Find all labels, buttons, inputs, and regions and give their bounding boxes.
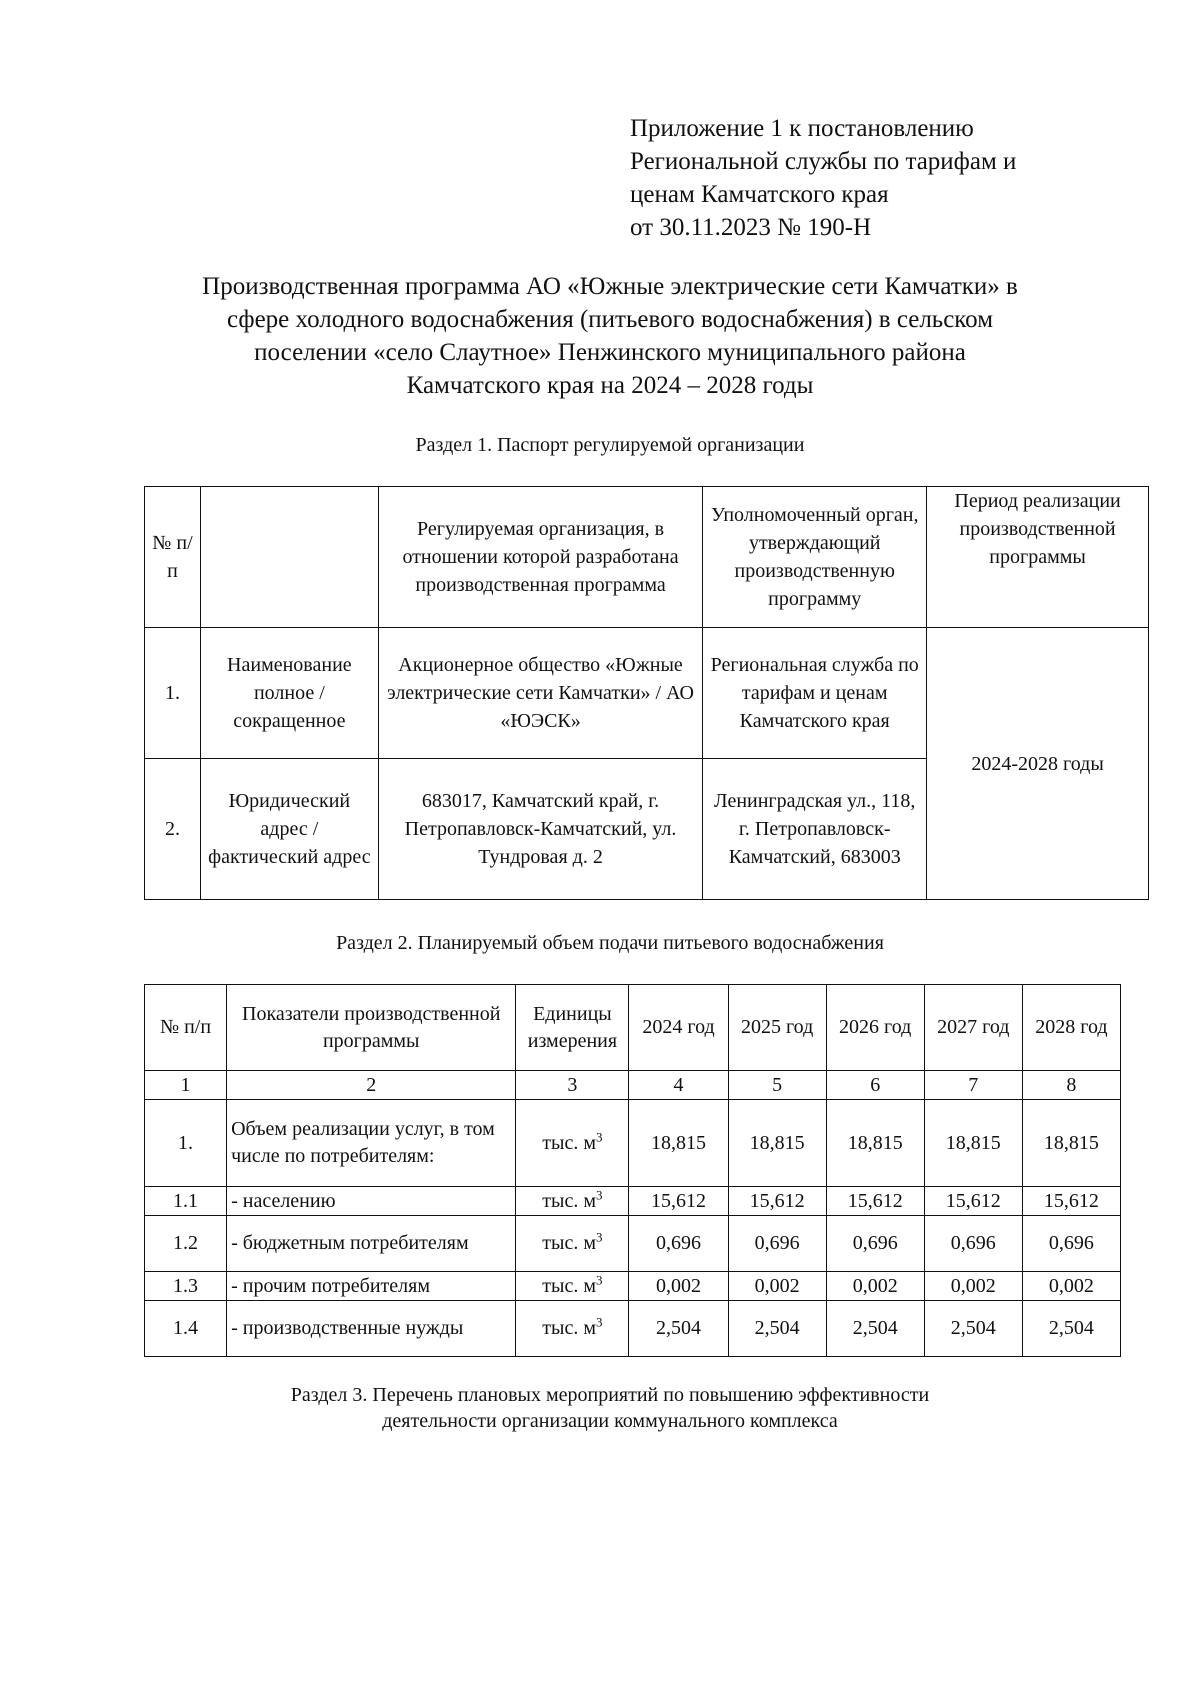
unit-text: тыс. м — [542, 1317, 597, 1339]
row-value: 18,815 — [728, 1100, 826, 1187]
title-line: поселении «село Слаутное» Пенжинского муниципального района — [254, 339, 966, 366]
row-value: 0,002 — [728, 1272, 826, 1301]
column-number-row — [145, 1071, 1121, 1100]
row-indicator: - производственные нужды — [227, 1301, 516, 1357]
unit-superscript: 3 — [596, 1229, 603, 1245]
header-year: 2026 год — [826, 985, 924, 1071]
col-number: 5 — [728, 1071, 826, 1100]
row-value: 2,504 — [1022, 1301, 1120, 1357]
row-value: 15,612 — [1022, 1187, 1120, 1216]
header-empty — [200, 487, 378, 628]
appendix-line: Региональной службы по тарифам и — [630, 148, 1017, 175]
row-org: Акционерное общество «Южные электрические сети Камчатки» / АО «ЮЭСК» — [378, 628, 703, 759]
unit-text: тыс. м — [542, 1189, 597, 1212]
row-value: 0,002 — [826, 1272, 924, 1301]
row-num: 2. — [145, 759, 201, 900]
table-row — [145, 1216, 1121, 1272]
volume-header-row — [145, 985, 1121, 1071]
row-value: 0,696 — [826, 1216, 924, 1272]
section3-title-line: Раздел 3. Перечень плановых мероприятий по повышению эффективности — [290, 1384, 930, 1406]
unit-superscript: 3 — [596, 1314, 603, 1330]
passport-header-row — [145, 487, 1149, 628]
document-title — [130, 270, 1090, 402]
row-num: 1. — [145, 628, 201, 759]
appendix-line: от 30.11.2023 № 190-Н — [630, 214, 872, 241]
title-line: Производственная программа АО «Южные электрические сети Камчатки» в — [202, 273, 1018, 300]
col-number: 7 — [924, 1071, 1022, 1100]
row-value: 0,696 — [924, 1216, 1022, 1272]
row-unit — [516, 1272, 629, 1301]
row-authority: Региональная служба по тарифам и ценам Камчатского края — [703, 628, 927, 759]
row-num: 1.1 — [145, 1187, 227, 1216]
row-value: 18,815 — [1022, 1100, 1120, 1187]
header-unit: Единицы измерения — [516, 985, 629, 1071]
row-value: 15,612 — [924, 1187, 1022, 1216]
row-label: Наименование полное / сокращенное — [200, 628, 378, 759]
volume-table — [144, 984, 1121, 1357]
col-number: 8 — [1022, 1071, 1120, 1100]
row-unit — [516, 1187, 629, 1216]
row-value: 2,504 — [924, 1301, 1022, 1357]
unit-superscript: 3 — [596, 1271, 603, 1287]
row-num: 1.3 — [145, 1272, 227, 1301]
header-authority: Уполномоченный орган, утверждающий производственную программу — [703, 487, 927, 628]
period-cell: 2024-2028 годы — [927, 628, 1149, 900]
row-num: 1. — [145, 1100, 227, 1187]
col-number: 1 — [145, 1071, 227, 1100]
row-indicator: - бюджетным потребителям — [227, 1216, 516, 1272]
table-row — [145, 1272, 1121, 1301]
unit-text: тыс. м — [542, 1274, 597, 1297]
row-value: 0,696 — [1022, 1216, 1120, 1272]
row-indicator: - прочим потребителям — [227, 1272, 516, 1301]
appendix-header — [630, 112, 1016, 244]
section1-title: Раздел 1. Паспорт регулируемой организации — [415, 434, 805, 456]
header-year: 2027 год — [924, 985, 1022, 1071]
table-row — [145, 1100, 1121, 1187]
row-unit — [516, 1301, 629, 1357]
section3-title-line: деятельности организации коммунального комплекса — [382, 1410, 838, 1432]
title-line: Камчатского края на 2024 – 2028 годы — [406, 372, 814, 399]
table-row — [145, 1301, 1121, 1357]
row-num: 1.2 — [145, 1216, 227, 1272]
unit-text: тыс. м — [542, 1232, 597, 1254]
row-value: 2,504 — [728, 1301, 826, 1357]
header-period: Период реализации производственной программы — [927, 487, 1149, 628]
col-number: 2 — [227, 1071, 516, 1100]
section2-title: Раздел 2. Планируемый объем подачи питьевого водоснабжения — [336, 932, 884, 954]
section3-title — [130, 1382, 1090, 1434]
col-number: 3 — [516, 1071, 629, 1100]
header-year: 2025 год — [728, 985, 826, 1071]
col-number: 4 — [629, 1071, 728, 1100]
col-number: 6 — [826, 1071, 924, 1100]
appendix-line: Приложение 1 к постановлению — [630, 115, 974, 142]
row-value: 18,815 — [629, 1100, 728, 1187]
row-value: 2,504 — [826, 1301, 924, 1357]
title-line: сфере холодного водоснабжения (питьевого водоснабжения) в сельском — [226, 306, 994, 333]
header-indicator: Показатели производственной программы — [227, 985, 516, 1071]
appendix-line: ценам Камчатского края — [630, 181, 889, 208]
row-value: 18,815 — [826, 1100, 924, 1187]
header-year: 2024 год — [629, 985, 728, 1071]
header-num: № п/п — [145, 985, 227, 1071]
header-year: 2028 год — [1022, 985, 1120, 1071]
row-value: 0,002 — [629, 1272, 728, 1301]
row-value: 2,504 — [629, 1301, 728, 1357]
row-unit — [516, 1100, 629, 1187]
row-num: 1.4 — [145, 1301, 227, 1357]
row-label: Юридический адрес / фактический адрес — [200, 759, 378, 900]
row-indicator: - населению — [227, 1187, 516, 1216]
passport-row — [145, 628, 1149, 759]
row-value: 15,612 — [629, 1187, 728, 1216]
row-value: 0,002 — [1022, 1272, 1120, 1301]
unit-superscript: 3 — [596, 1186, 603, 1202]
row-value: 0,002 — [924, 1272, 1022, 1301]
row-value: 0,696 — [629, 1216, 728, 1272]
table-row — [145, 1187, 1121, 1216]
row-unit — [516, 1216, 629, 1272]
row-indicator: Объем реализации услуг, в том числе по потребителям: — [227, 1100, 516, 1187]
passport-table — [144, 486, 1149, 900]
row-authority: Ленинградская ул., 118, г. Петропавловск-Камчатский, 683003 — [703, 759, 927, 900]
unit-text: тыс. м — [542, 1131, 597, 1154]
row-org: 683017, Камчатский край, г. Петропавловск-Камчатский, ул. Тундровая д. 2 — [378, 759, 703, 900]
row-value: 15,612 — [826, 1187, 924, 1216]
row-value: 0,696 — [728, 1216, 826, 1272]
header-num: № п/п — [145, 487, 201, 628]
header-org: Регулируемая организация, в отношении которой разработана производственная программа — [378, 487, 703, 628]
row-value: 15,612 — [728, 1187, 826, 1216]
row-value: 18,815 — [924, 1100, 1022, 1187]
unit-superscript: 3 — [596, 1128, 603, 1144]
